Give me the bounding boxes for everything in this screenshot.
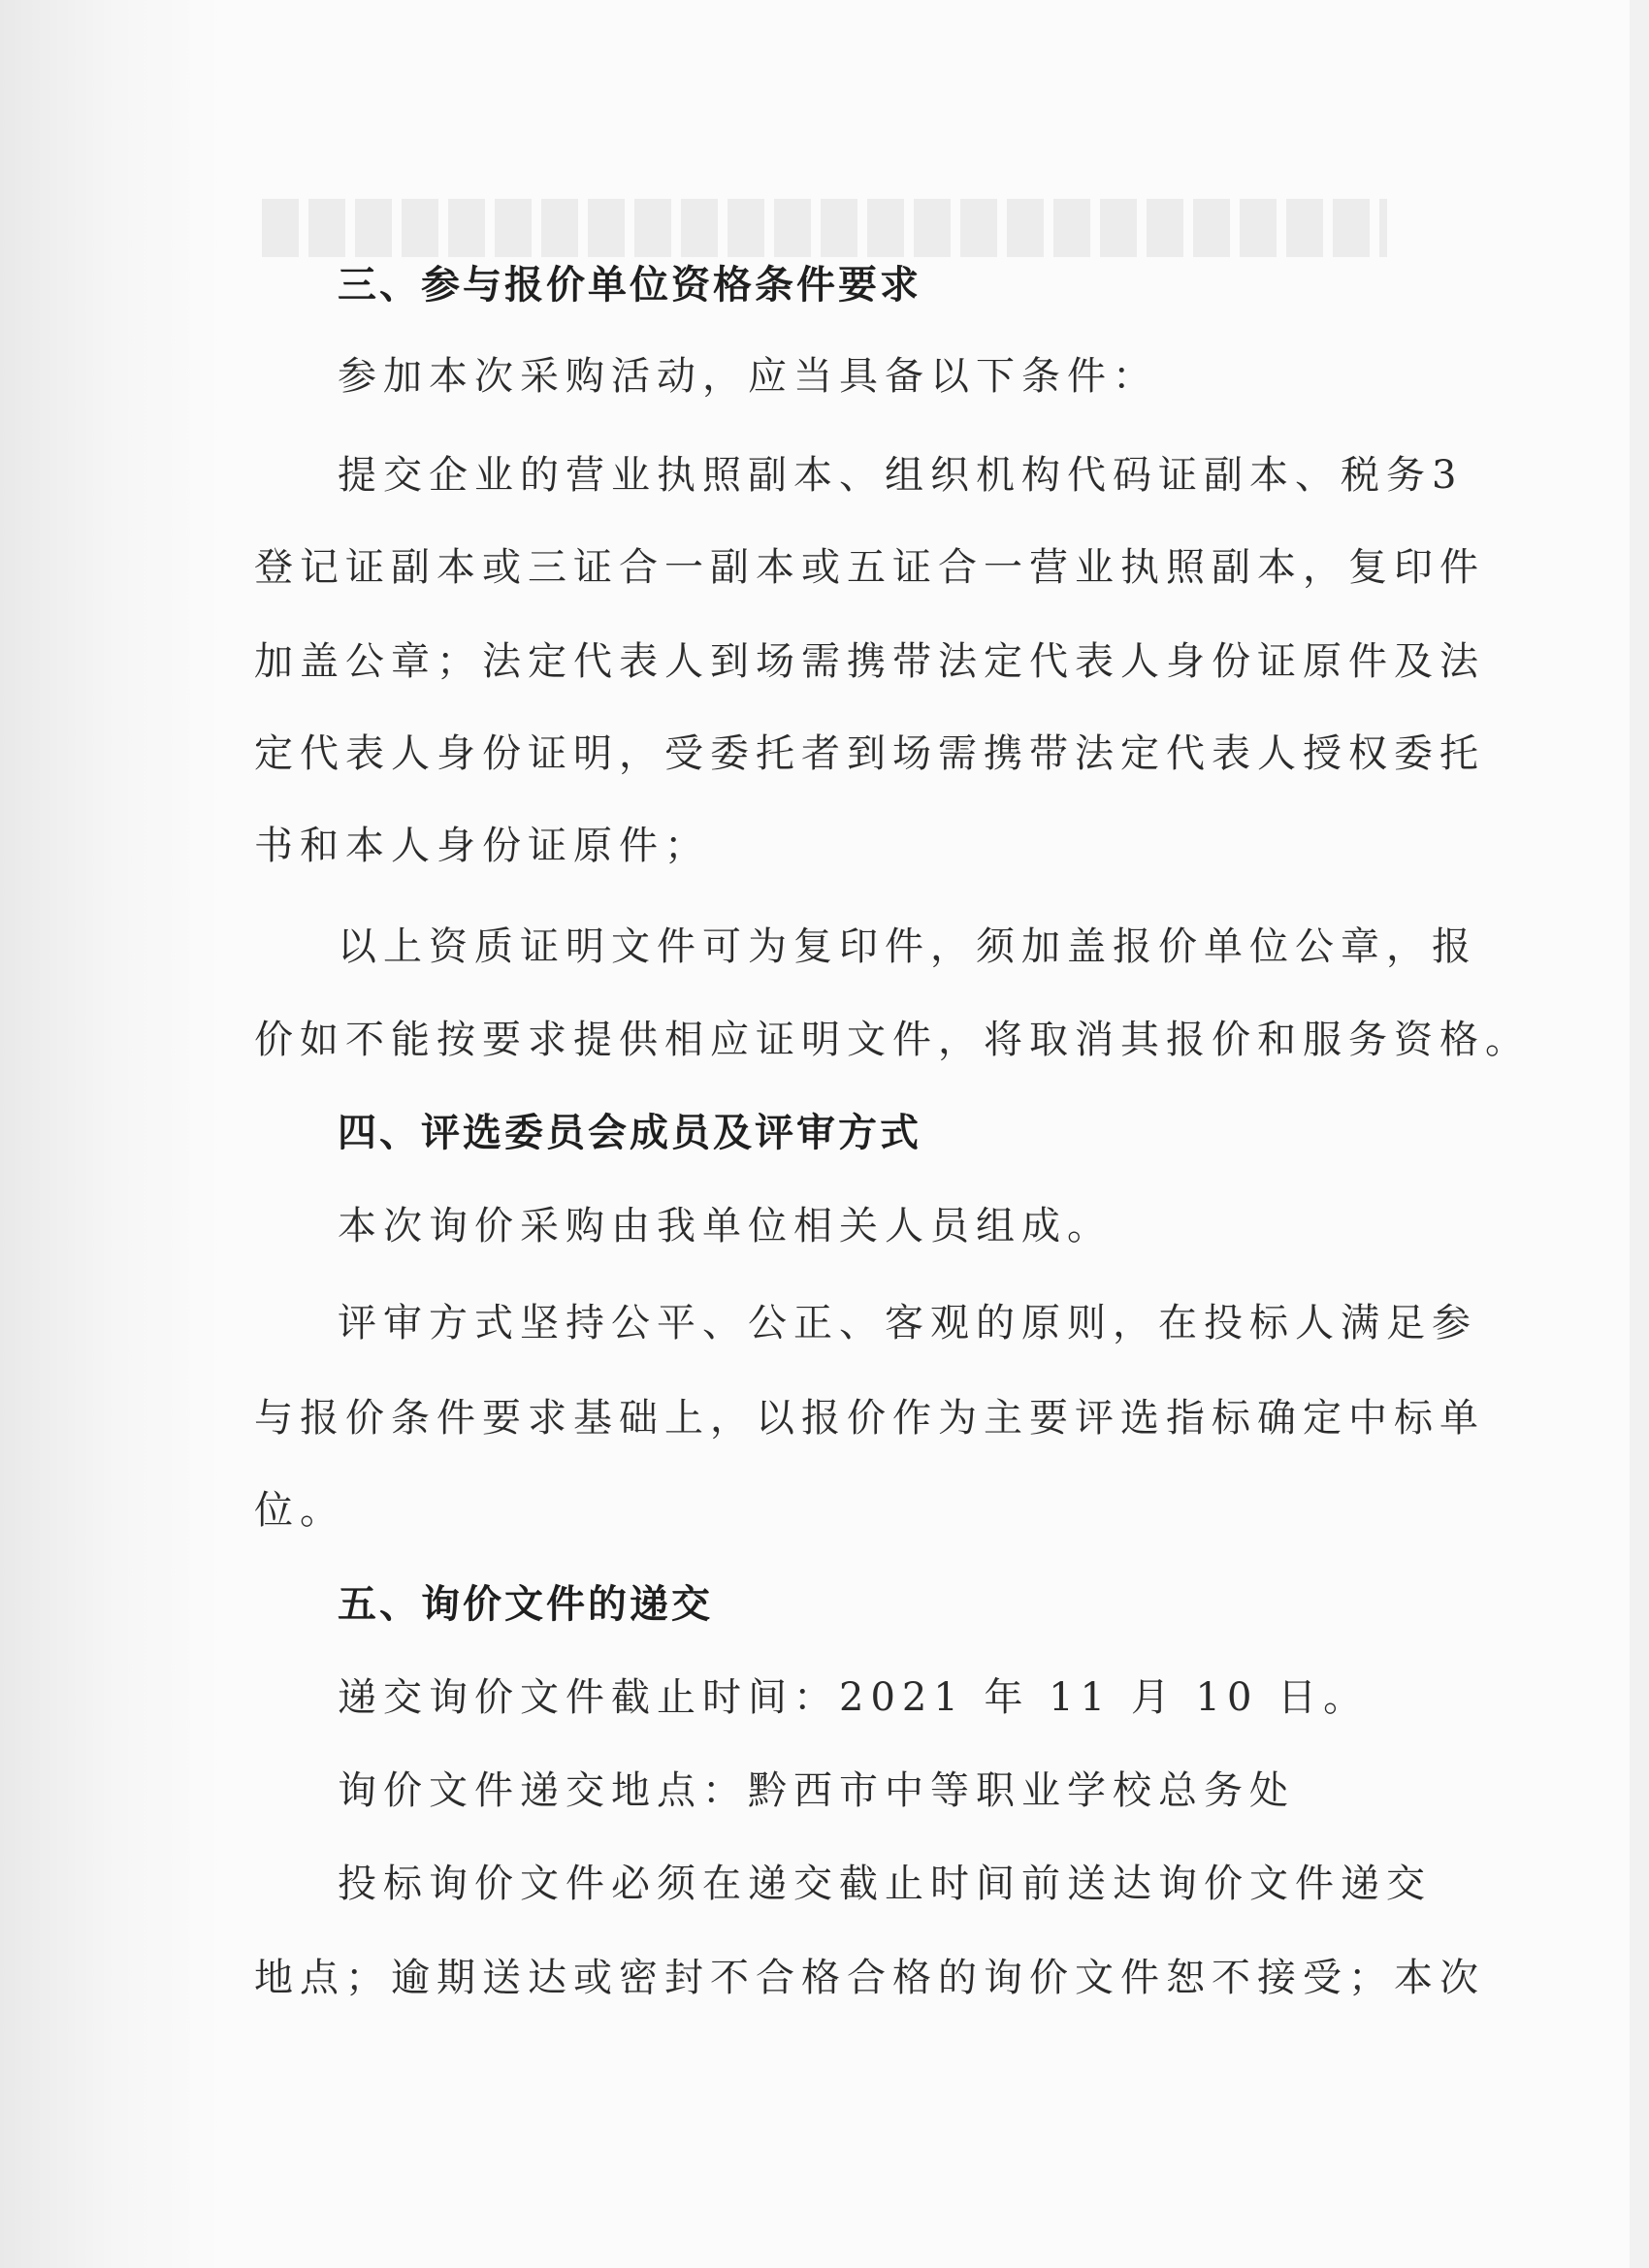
section4-method-line-1: 评审方式坚持公平、公正、客观的原则，在投标人满足参 bbox=[338, 1301, 1477, 1345]
section4-method-line-2: 与报价条件要求基础上，以报价作为主要评选指标确定中标单 bbox=[254, 1396, 1485, 1441]
section5-deadline: 递交询价文件截止时间：2021 年 11 月 10 日。 bbox=[338, 1675, 1370, 1720]
section3-req-line-5: 书和本人身份证原件； bbox=[254, 824, 710, 868]
section3-req-line-4: 定代表人身份证明，受委托者到场需携带法定代表人授权委托 bbox=[254, 731, 1485, 776]
section3-req-line-3: 加盖公章；法定代表人到场需携带法定代表人身份证原件及法 bbox=[254, 639, 1485, 684]
section4-method-line-3: 位。 bbox=[254, 1488, 345, 1533]
section3-req-line-2: 登记证副本或三证合一副本或五证合一营业执照副本，复印件 bbox=[254, 545, 1485, 590]
section4-members: 本次询价采购由我单位相关人员组成。 bbox=[338, 1204, 1113, 1248]
section5-rule-line-2: 地点；逾期送达或密封不合格合格的询价文件恕不接受；本次 bbox=[254, 1956, 1485, 2000]
scan-shadow-left bbox=[0, 0, 223, 2268]
section3-intro: 参加本次采购活动，应当具备以下条件： bbox=[338, 354, 1158, 399]
section5-location: 询价文件递交地点：黔西市中等职业学校总务处 bbox=[338, 1768, 1295, 1813]
section3-note-line-2: 价如不能按要求提供相应证明文件，将取消其报价和服务资格。 bbox=[254, 1018, 1531, 1062]
scan-shadow-right bbox=[1630, 0, 1649, 2268]
section3-req-line-1: 提交企业的营业执照副本、组织机构代码证副本、税务3 bbox=[338, 453, 1464, 498]
section5-heading: 五、询价文件的递交 bbox=[338, 1582, 713, 1627]
section5-rule-line-1: 投标询价文件必须在递交截止时间前送达询价文件递交 bbox=[338, 1862, 1432, 1906]
section3-note-line-1: 以上资质证明文件可为复印件，须加盖报价单位公章，报 bbox=[338, 924, 1477, 969]
section4-heading: 四、评选委员会成员及评审方式 bbox=[338, 1111, 922, 1155]
section3-heading: 三、参与报价单位资格条件要求 bbox=[338, 263, 922, 308]
bleed-through-title bbox=[262, 199, 1387, 257]
